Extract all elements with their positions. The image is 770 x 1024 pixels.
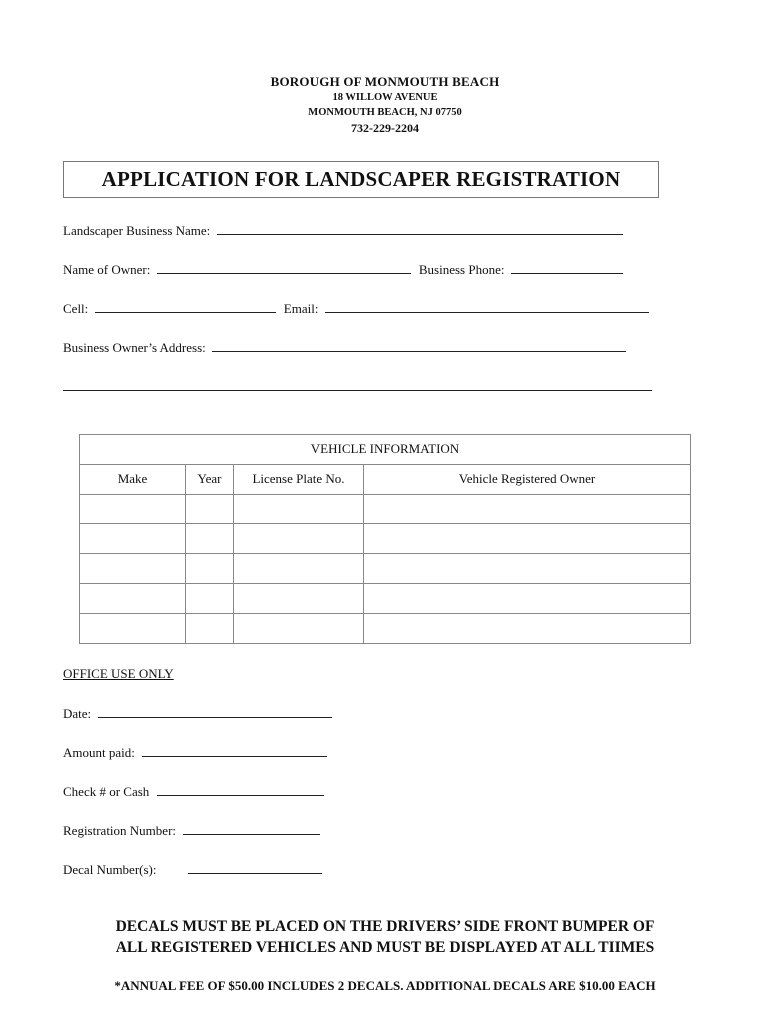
office-amount-label: Amount paid: [63, 745, 135, 760]
decal-notice [0, 916, 770, 958]
registered-owner-cell[interactable] [364, 524, 691, 554]
office-registration-field[interactable] [183, 822, 320, 835]
column-header-registered-owner: Vehicle Registered Owner [364, 464, 691, 494]
make-cell[interactable] [80, 554, 186, 584]
year-cell[interactable] [186, 524, 234, 554]
email-field[interactable] [325, 300, 649, 313]
column-header-make: Make [80, 464, 186, 494]
make-cell[interactable] [80, 613, 186, 643]
table-row [80, 554, 691, 584]
table-row [80, 524, 691, 554]
license-plate-cell[interactable] [234, 524, 364, 554]
owner-address-field[interactable] [212, 339, 626, 352]
owner-phone-row [63, 261, 623, 278]
vehicle-information-table [79, 434, 691, 644]
business-name-label: Landscaper Business Name: [63, 223, 211, 238]
form-title: APPLICATION FOR LANDSCAPER REGISTRATION [101, 167, 621, 191]
column-header-license-plate: License Plate No. [234, 464, 364, 494]
office-registration-row [63, 822, 320, 839]
registered-owner-cell[interactable] [364, 583, 691, 613]
office-amount-row [63, 744, 327, 761]
license-plate-cell[interactable] [234, 554, 364, 584]
owner-name-field[interactable] [157, 261, 411, 274]
year-cell[interactable] [186, 613, 234, 643]
table-row [80, 494, 691, 524]
annual-fee-note: *ANNUAL FEE OF $50.00 INCLUDES 2 DECALS. ADDITIONAL DECALS ARE $10.00 EACH [114, 978, 656, 993]
office-decal-field[interactable] [188, 861, 322, 874]
form-title-box [63, 161, 659, 198]
decal-notice-line-2: ALL REGISTERED VEHICLES AND MUST BE DISPLAYED AT ALL TIIMES [115, 939, 655, 956]
letterhead [0, 73, 770, 136]
year-cell[interactable] [186, 583, 234, 613]
table-row [80, 613, 691, 643]
business-name-field[interactable] [217, 222, 623, 235]
phone-number: 732-229-2204 [351, 121, 419, 135]
office-date-field[interactable] [98, 705, 332, 718]
decal-notice-line-1: DECALS MUST BE PLACED ON THE DRIVERS’ SIDE FRONT BUMPER OF [115, 918, 655, 935]
street-address: 18 WILLOW AVENUE [332, 92, 438, 103]
make-cell[interactable] [80, 583, 186, 613]
cell-label: Cell: [63, 301, 89, 316]
business-phone-field[interactable] [511, 261, 623, 274]
business-name-row [63, 222, 623, 239]
license-plate-cell[interactable] [234, 494, 364, 524]
cell-field[interactable] [95, 300, 276, 313]
office-use-heading: OFFICE USE ONLY [63, 666, 174, 681]
license-plate-cell[interactable] [234, 583, 364, 613]
city-state-zip: MONMOUTH BEACH, NJ 07750 [308, 107, 462, 118]
year-cell[interactable] [186, 554, 234, 584]
cell-email-row [63, 300, 649, 317]
office-check-field[interactable] [157, 783, 324, 796]
office-registration-label: Registration Number: [63, 823, 177, 838]
owner-address-label: Business Owner’s Address: [63, 340, 206, 355]
column-header-year: Year [186, 464, 234, 494]
office-decal-row [63, 861, 322, 878]
owner-address-line-2[interactable] [63, 378, 652, 391]
registered-owner-cell[interactable] [364, 554, 691, 584]
office-date-row [63, 705, 332, 722]
office-check-label: Check # or Cash [63, 784, 150, 799]
office-amount-field[interactable] [142, 744, 327, 757]
office-check-row [63, 783, 324, 800]
year-cell[interactable] [186, 494, 234, 524]
office-decal-label: Decal Number(s): [63, 862, 157, 877]
make-cell[interactable] [80, 494, 186, 524]
table-row [80, 583, 691, 613]
license-plate-cell[interactable] [234, 613, 364, 643]
registered-owner-cell[interactable] [364, 494, 691, 524]
email-label: Email: [283, 301, 319, 316]
business-phone-label: Business Phone: [418, 262, 505, 277]
registered-owner-cell[interactable] [364, 613, 691, 643]
make-cell[interactable] [80, 524, 186, 554]
borough-name: BOROUGH OF MONMOUTH BEACH [270, 74, 500, 89]
owner-name-label: Name of Owner: [63, 262, 151, 277]
owner-address-row [63, 339, 626, 356]
vehicle-table-title: VEHICLE INFORMATION [80, 435, 691, 465]
office-date-label: Date: [63, 706, 92, 721]
